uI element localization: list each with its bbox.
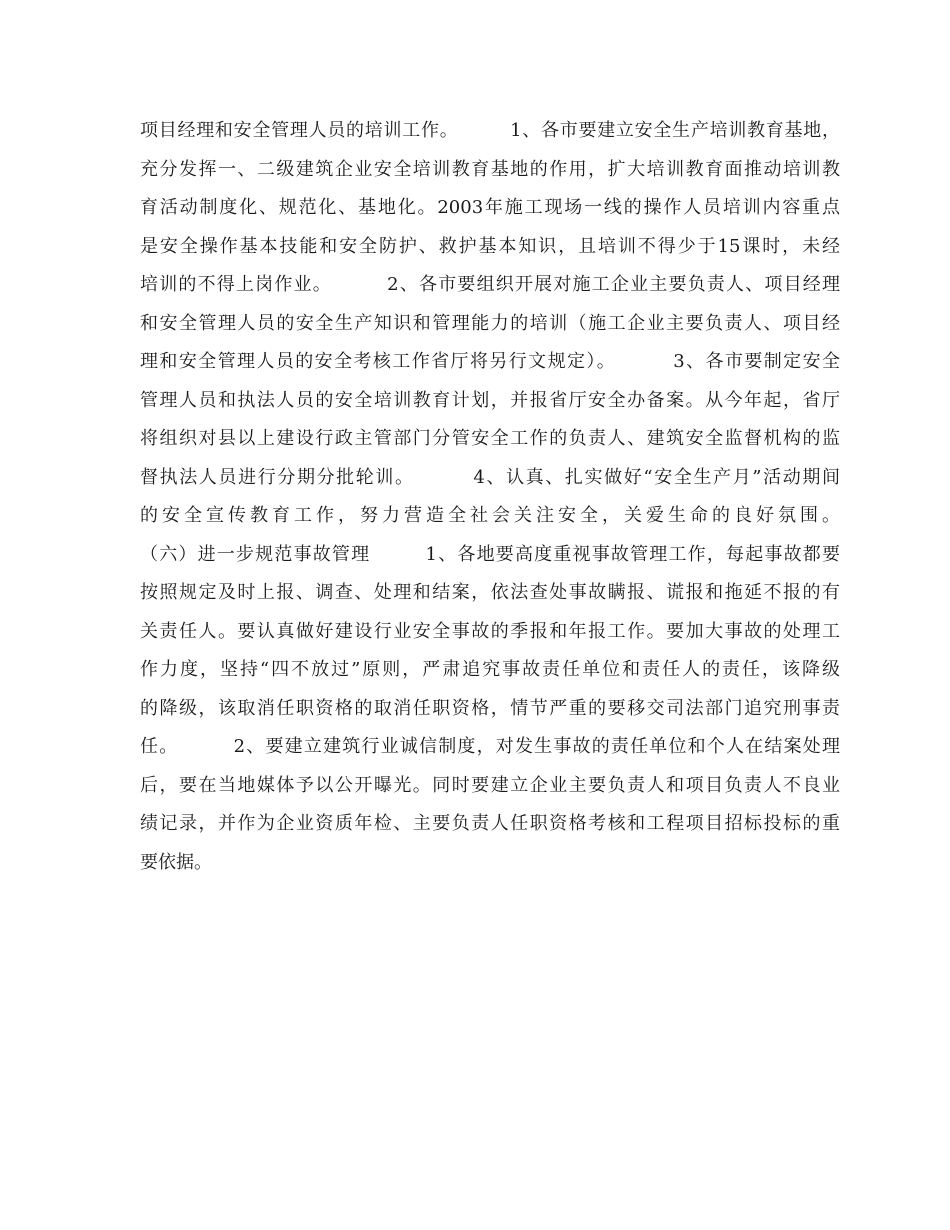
text-line: 的安全宣传教育工作，努力营造全社会关注安全，关爱生命的良好氛围。 <box>140 505 840 526</box>
text-line: 按照规定及时上报、调查、处理和结案，依法查处事故瞒报、谎报和拖延不报的有 <box>140 582 840 603</box>
text-line: 培训的不得上岗作业。 2、各市要组织开展对施工企业主要负责人、项目经理 <box>140 274 840 295</box>
text-line: 任。 2、要建立建筑行业诚信制度，对发生事故的责任单位和个人在结案处理 <box>140 736 840 757</box>
text-line: 项目经理和安全管理人员的培训工作。 1、各市要建立安全生产培训教育基地， <box>140 120 840 141</box>
text-line: 关责任人。要认真做好建设行业安全事故的季报和年报工作。要加大事故的处理工 <box>140 620 840 642</box>
text-line: 育活动制度化、规范化、基地化。2003年施工现场一线的操作人员培训内容重点 <box>140 197 840 218</box>
text-line: 督执法人员进行分期分批轮训。 4、认真、扎实做好“安全生产月”活动期间 <box>140 466 840 488</box>
text-line: 绩记录，并作为企业资质年检、主要负责人任职资格考核和工程项目招标投标的重 <box>140 813 840 834</box>
text-line: 是安全操作基本技能和安全防护、救护基本知识，且培训不得少于15课时，未经 <box>140 235 840 257</box>
section-heading-line: （六）进一步规范事故管理 1、各地要高度重视事故管理工作，每起事故都要 <box>140 543 840 565</box>
text-line: 作力度，坚持“四不放过”原则，严肃追究事故责任单位和责任人的责任，该降级 <box>140 659 840 680</box>
text-line: 将组织对县以上建设行政主管部门分管安全工作的负责人、建筑安全监督机构的监 <box>140 428 840 449</box>
text-line: 后，要在当地媒体予以公开曝光。同时要建立企业主要负责人和项目负责人不良业 <box>140 774 840 796</box>
text-line: 的降级，该取消任职资格的取消任职资格，情节严重的要移交司法部门追究刑事责 <box>140 697 840 719</box>
text-line: 管理人员和执法人员的安全培训教育计划，并报省厅安全办备案。从今年起，省厅 <box>140 389 840 411</box>
text-line: 和安全管理人员的安全生产知识和管理能力的培训（施工企业主要负责人、项目经 <box>140 312 840 334</box>
text-line: 理和安全管理人员的安全考核工作省厅将另行文规定）。 3、各市要制定安全 <box>140 351 840 372</box>
text-line-last: 要依据。 <box>140 851 212 873</box>
text-line: 充分发挥一、二级建筑企业安全培训教育基地的作用，扩大培训教育面推动培训教 <box>140 158 840 180</box>
body-text <box>140 112 840 882</box>
